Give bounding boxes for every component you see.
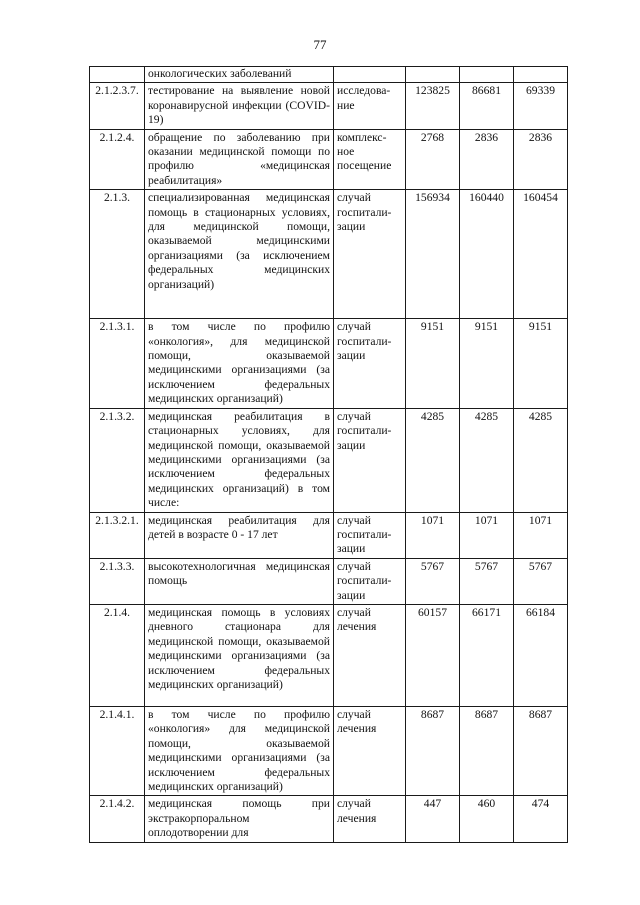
row-number-cell [90, 319, 145, 408]
row-value-3-cell [514, 190, 568, 319]
row-value-3-cell [514, 558, 568, 604]
row-number-cell [90, 408, 145, 512]
row-number: 2.1.3.2.1. [95, 513, 139, 527]
row-value-2-cell [460, 706, 514, 795]
table-row [90, 190, 568, 319]
row-name: медицинская помощь при экстракорпоральном оплодотворении для [148, 797, 330, 840]
row-unit-cell [334, 558, 406, 604]
row-number: 2.1.3.3. [99, 559, 135, 573]
row-value-2: 5767 [474, 559, 499, 573]
row-value-3: 1071 [528, 513, 553, 527]
row-value-2: 160440 [469, 191, 504, 205]
row-name-cell [145, 604, 334, 706]
row-name: медицинская реабилитация в стационарных условиях, для медицинской помощи, оказываемой медицинскими организациями (за исключением федеральных медицинских организаций) в том числе: [148, 409, 330, 510]
row-number: 2.1.3. [103, 191, 131, 205]
row-unit-cell [334, 83, 406, 129]
row-unit: исследова- ние [337, 84, 391, 112]
row-unit: комплекс- ное посещение [337, 130, 392, 173]
row-name-cell [145, 706, 334, 795]
row-unit-cell [334, 604, 406, 706]
page-number: 77 [313, 37, 327, 52]
row-value-3: 160454 [523, 191, 558, 205]
row-unit: случай госпитали- зации [337, 513, 392, 556]
row-value-1-cell [406, 129, 460, 190]
row-value-2: 66171 [472, 605, 501, 619]
row-name: медицинская помощь в условиях дневного стационара для медицинской помощи, оказываемой медицинскими организациями (за исключением федеральных медицинских организаций) [148, 605, 330, 691]
row-unit: случай госпитали- зации [337, 320, 392, 363]
row-number: 2.1.4.1. [99, 707, 135, 721]
row-number: 2.1.2.4. [99, 130, 135, 144]
row-unit: случай госпитали- зации [337, 409, 392, 452]
row-value-2-cell [460, 408, 514, 512]
row-name: медицинская реабилитация для детей в возрасте 0 - 17 лет [148, 513, 330, 541]
row-value-3-cell [514, 796, 568, 842]
row-unit-cell [334, 129, 406, 190]
row-number-cell [90, 604, 145, 706]
row-unit-cell [334, 408, 406, 512]
row-value-1: 2768 [420, 130, 445, 144]
row-unit: случай лечения [337, 707, 377, 736]
row-unit: случай лечения [337, 605, 377, 634]
row-value-1-cell [406, 604, 460, 706]
row-value-3: 474 [531, 797, 550, 811]
table-row [90, 604, 568, 706]
row-value-1: 4285 [420, 409, 445, 423]
row-unit: случай госпитали- зации [337, 559, 392, 602]
row-value-2: 2836 [474, 130, 499, 144]
row-value-1: 60157 [418, 605, 447, 619]
row-number-cell [90, 796, 145, 842]
row-name-cell [145, 558, 334, 604]
row-name: высокотехнологичная медицинская помощь [148, 559, 330, 588]
row-value-2: 8687 [474, 707, 499, 721]
table-row [90, 512, 568, 558]
row-value-1-cell [406, 83, 460, 129]
row-value-2-cell [460, 67, 514, 83]
table-row [90, 129, 568, 190]
row-number: 2.1.3.2. [99, 409, 135, 423]
row-value-1: 8687 [420, 707, 445, 721]
row-name: тестирование на выявление новой коронавирусной инфекции (COVID-19) [148, 84, 330, 127]
row-name-cell [145, 190, 334, 319]
row-unit: случай лечения [337, 797, 377, 825]
row-value-3-cell [514, 67, 568, 83]
row-value-1-cell [406, 67, 460, 83]
table-body [90, 67, 568, 843]
row-value-2-cell [460, 190, 514, 319]
row-unit: случай госпитали- зации [337, 191, 392, 234]
row-value-1-cell [406, 512, 460, 558]
row-value-3-cell [514, 408, 568, 512]
row-value-3: 5767 [528, 559, 553, 573]
row-unit-cell [334, 319, 406, 408]
row-value-2: 9151 [474, 320, 499, 334]
row-value-3: 66184 [526, 605, 555, 619]
row-unit-cell [334, 706, 406, 795]
table-row [90, 319, 568, 408]
row-value-2: 4285 [474, 409, 499, 423]
table-row [90, 83, 568, 129]
row-unit-cell [334, 67, 406, 83]
row-name-cell [145, 512, 334, 558]
row-name: онкологических заболеваний [148, 67, 292, 80]
row-name-cell [145, 408, 334, 512]
row-value-2-cell [460, 129, 514, 190]
row-value-3: 8687 [528, 707, 553, 721]
row-number: 2.1.2.3.7. [95, 84, 139, 98]
row-value-2-cell [460, 512, 514, 558]
row-value-2-cell [460, 558, 514, 604]
row-value-1: 156934 [415, 191, 450, 205]
row-value-1-cell [406, 558, 460, 604]
row-value-1-cell [406, 706, 460, 795]
row-value-3-cell [514, 83, 568, 129]
row-value-2: 460 [477, 797, 496, 811]
row-number-cell [90, 190, 145, 319]
row-name-cell [145, 83, 334, 129]
table-row [90, 796, 568, 842]
row-value-3: 9151 [528, 320, 553, 334]
row-value-2-cell [460, 604, 514, 706]
row-value-2: 86681 [472, 84, 501, 98]
row-name: в том числе по профилю «онкология», для медицинской помощи, оказываемой медицинскими организациями (за исключением федеральных медицинских организаций) [148, 320, 330, 406]
row-value-3: 69339 [526, 84, 555, 98]
row-value-2-cell [460, 796, 514, 842]
row-value-3-cell [514, 129, 568, 190]
row-number-cell [90, 512, 145, 558]
table-row-continuation [90, 67, 568, 83]
row-value-2-cell [460, 83, 514, 129]
row-value-2: 1071 [474, 513, 499, 527]
row-value-1: 9151 [420, 320, 445, 334]
row-name-cell [145, 319, 334, 408]
row-value-3-cell [514, 706, 568, 795]
row-value-1-cell [406, 319, 460, 408]
row-value-3-cell [514, 604, 568, 706]
row-value-3-cell [514, 512, 568, 558]
row-name: в том числе по профилю «онкология» для медицинской помощи, оказываемой медицинскими организациями (за исключением федеральных медицинских организаций) [148, 707, 330, 793]
row-name-cell [145, 67, 334, 83]
row-value-1-cell [406, 190, 460, 319]
row-value-1-cell [406, 408, 460, 512]
row-number-cell [90, 706, 145, 795]
row-number-cell [90, 67, 145, 83]
row-value-1: 123825 [415, 84, 450, 98]
row-number: 2.1.4.2. [99, 797, 135, 811]
row-number-cell [90, 558, 145, 604]
row-number-cell [90, 83, 145, 129]
row-value-1-cell [406, 796, 460, 842]
row-name-cell [145, 796, 334, 842]
row-value-1: 447 [423, 797, 442, 811]
row-name: специализированная медицинская помощь в стационарных условиях, для медицинской помощи, оказываемой медицинскими организациями (за исключением федеральных медицинских организаций) [148, 191, 330, 291]
row-name-cell [145, 129, 334, 190]
table-row [90, 408, 568, 512]
row-value-3-cell [514, 319, 568, 408]
row-number-cell [90, 129, 145, 190]
row-value-2-cell [460, 319, 514, 408]
row-value-3: 2836 [528, 130, 553, 144]
row-value-3: 4285 [528, 409, 553, 423]
data-table [89, 66, 568, 843]
row-number: 2.1.3.1. [99, 320, 135, 334]
row-value-1: 1071 [420, 513, 445, 527]
row-unit-cell [334, 512, 406, 558]
row-name: обращение по заболеванию при оказании медицинской помощи по профилю «медицинская реабилитация» [148, 130, 330, 187]
row-unit-cell [334, 190, 406, 319]
row-unit-cell [334, 796, 406, 842]
row-value-1: 5767 [420, 559, 445, 573]
table-row [90, 706, 568, 795]
row-number: 2.1.4. [103, 605, 131, 619]
table-row [90, 558, 568, 604]
